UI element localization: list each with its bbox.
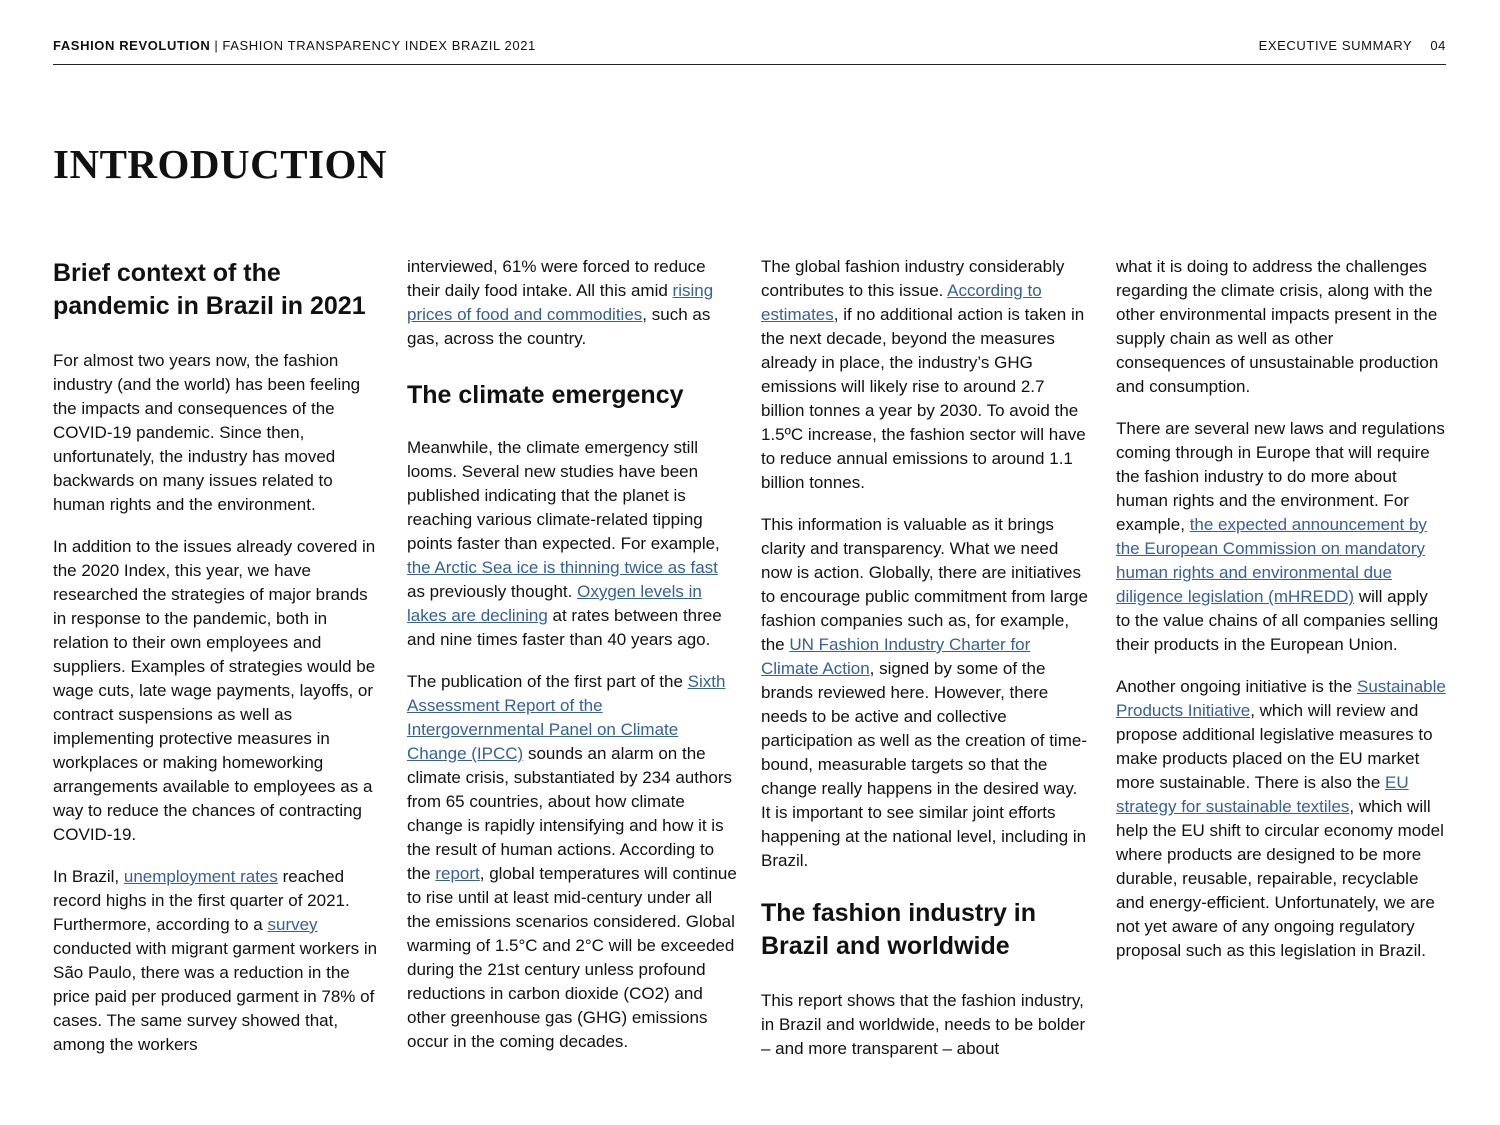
text-run: The publication of the first part of the [407, 672, 688, 691]
text-run: interviewed, 61% were forced to reduce their daily food intake. All this amid [407, 257, 706, 300]
text-run: as previously thought. [407, 582, 578, 601]
column-3 [761, 255, 1091, 1079]
text-run: will apply to the value chains of all companies selling their products in the European Union. [1116, 587, 1439, 654]
link-eu-textiles-strategy[interactable]: EU strategy for sustainable textiles [1116, 773, 1409, 816]
link-sustainable-products-initiative[interactable]: Sustainable Products Initiative [1116, 677, 1446, 720]
text-run: Meanwhile, the climate emergency still looms. Several new studies have been published indicating that the planet is reaching various climate-related tipping points faster than expected. For example, [407, 438, 720, 553]
paragraph: what it is doing to address the challenges regarding the climate crisis, along with the other environmental impacts present in the supply chain as well as other consequences of unsustainable production and consumption. [1116, 257, 1439, 396]
section-heading-fashion-industry: The fashion industry in Brazil and worldwide [761, 899, 1037, 960]
text-run: The global fashion industry considerably contributes to this issue. [761, 257, 1065, 300]
text-run: , signed by some of the brands reviewed here. However, there needs to be active and collective participation as well as the creation of time-bound, measurable targets so that the change really happens in the desired way. It is important to see similar joint efforts happening at the national level, including in Brazil. [761, 659, 1087, 870]
column-1 [53, 255, 383, 1075]
link-report[interactable]: report [435, 864, 480, 883]
page-header [53, 38, 1446, 65]
paragraph [1116, 675, 1446, 963]
header-right [1259, 38, 1446, 53]
paragraph [761, 255, 1091, 495]
text-run: In Brazil, [53, 867, 124, 886]
link-ipcc-report[interactable]: Sixth Assessment Report of the Intergovernmental Panel on Climate Change (IPCC) [407, 672, 726, 763]
section-name: EXECUTIVE SUMMARY [1258, 38, 1413, 53]
link-unemployment-rates[interactable]: unemployment rates [123, 867, 278, 886]
text-run: , global temperatures will continue to rise until at least mid-century under all the emissions scenarios considered. Global warming of 1.5°C and 2°C will be exceeded during the 21st century unless profound reductions in carbon dioxide (CO2) and other greenhouse gas (GHG) emissions occur in the coming decades. [407, 864, 737, 1051]
header-left [53, 38, 536, 53]
text-run: , which will review and propose additional legislative measures to make products placed on the EU market more sustainable. There is also the [1116, 701, 1433, 792]
paragraph [407, 670, 737, 1054]
text-run: Another ongoing initiative is the [1116, 677, 1357, 696]
paragraph: For almost two years now, the fashion industry (and the world) has been feeling the impacts and consequences of the COVID-19 pandemic. Since then, unfortunately, the industry has moved backwards on many issues related to human rights and the environment. [53, 351, 361, 514]
text-run: reached record highs in the first quarter of 2021. Furthermore, according to a [53, 867, 350, 934]
text-run: sounds an alarm on the climate crisis, substantiated by 234 authors from 65 countries, about how climate change is rapidly intensifying and how it is the result of human actions. According to the [407, 744, 733, 883]
text-run: , which will help the EU shift to circular economy model where products are designed to be more durable, reusable, repairable, recyclable and energy-efficient. Unfortunately, we are not yet aware of any ongoing regulatory proposal such as this legislation in Brazil. [1116, 797, 1444, 960]
link-mhredd[interactable]: the expected announcement by the European Commission on mandatory human rights and environmental due diligence legislation (mHREDD) [1116, 515, 1427, 606]
section-heading-climate-emergency: The climate emergency [407, 381, 684, 409]
link-according-to-estimates[interactable]: According to estimates [761, 281, 1042, 324]
paragraph [761, 513, 1091, 873]
publication-title: FASHION TRANSPARENCY INDEX BRAZIL 2021 [222, 38, 536, 53]
text-run: This information is valuable as it brings clarity and transparency. What we need now is action. Globally, there are initiatives to encourage public commitment from large fashion companies such as, for example, the [761, 515, 1088, 654]
paragraph [407, 255, 737, 351]
section-heading-pandemic: Brief context of the pandemic in Brazil in 2021 [53, 259, 366, 320]
paragraph: This report shows that the fashion industry, in Brazil and worldwide, needs to be bolder – and more transparent – about [761, 991, 1086, 1058]
link-un-fashion-charter[interactable]: UN Fashion Industry Charter for Climate Action [761, 635, 1031, 678]
page-number: 04 [1430, 38, 1446, 53]
text-run: There are several new laws and regulations coming through in Europe that will require the fashion industry to do more about human rights and the environment. For example, [1116, 419, 1445, 534]
paragraph: In addition to the issues already covered in the 2020 Index, this year, we have researched the strategies of major brands in response to the pandemic, both in relation to their own employees and suppliers. Examples of strategies would be wage cuts, late wage payments, layoffs, or contract suspensions as well as implementing protective measures in workplaces or making homeworking arrangements available to employees as a way to reduce the chances of contracting COVID-19. [53, 537, 376, 844]
paragraph [407, 436, 737, 652]
page-title: INTRODUCTION [53, 141, 388, 187]
link-arctic-sea-ice[interactable]: the Arctic Sea ice is thinning twice as fast [407, 558, 718, 577]
brand-name: FASHION REVOLUTION [53, 38, 211, 53]
column-4 [1116, 255, 1446, 981]
paragraph [53, 865, 383, 1057]
column-2 [407, 255, 737, 1072]
header-separator: | [214, 38, 219, 53]
text-run: , such as gas, across the country. [407, 305, 711, 348]
text-run: conducted with migrant garment workers in São Paulo, there was a reduction in the price paid per produced garment in 78% of cases. The same survey showed that, among the workers [53, 939, 378, 1054]
link-rising-prices[interactable]: rising prices of food and commodities [407, 281, 714, 324]
link-oxygen-levels[interactable]: Oxygen levels in lakes are declining [407, 582, 702, 625]
link-survey[interactable]: survey [267, 915, 318, 934]
text-run: at rates between three and nine times faster than 40 years ago. [407, 606, 722, 649]
paragraph [1116, 417, 1446, 657]
text-run: , if no additional action is taken in the next decade, beyond the measures already in place, the industry’s GHG emissions will likely rise to around 2.7 billion tonnes a year by 2030. To avoid the 1.5ºC increase, the fashion sector will have to reduce annual emissions to around 1.1 billion tonnes. [761, 305, 1086, 492]
